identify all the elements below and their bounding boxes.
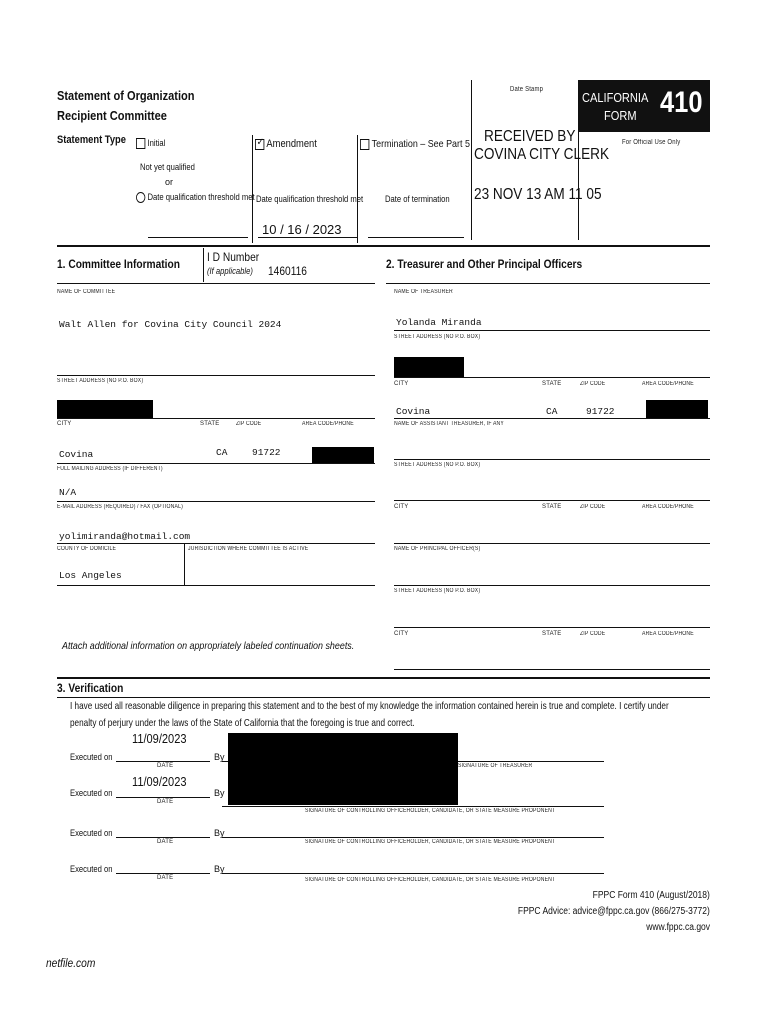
email-value[interactable]: yolimiranda@hotmail.com bbox=[59, 531, 191, 542]
by-label-1: By bbox=[214, 752, 225, 762]
official-use-label: For Official Use Only bbox=[622, 139, 681, 146]
redacted-phone bbox=[312, 447, 374, 463]
section-rule bbox=[57, 283, 375, 284]
form-number: 410 bbox=[660, 86, 703, 119]
committee-phone-label: AREA CODE/PHONE bbox=[302, 421, 354, 427]
mailing-address-value[interactable]: N/A bbox=[59, 487, 77, 498]
divider bbox=[252, 135, 253, 243]
by-label-2: By bbox=[214, 788, 225, 798]
principal-zip-label: ZIP CODE bbox=[580, 631, 606, 637]
date-label-4: DATE bbox=[157, 875, 174, 881]
assistant-city-label: CITY bbox=[394, 504, 409, 510]
field-line bbox=[57, 585, 375, 586]
field-line bbox=[394, 627, 710, 628]
field-line bbox=[394, 459, 710, 460]
field-line bbox=[394, 543, 710, 544]
signature-line bbox=[222, 837, 604, 838]
executed-on-label-2: Executed on bbox=[70, 788, 113, 798]
amendment-checkbox[interactable]: ✓ bbox=[256, 136, 264, 148]
field-line bbox=[394, 377, 710, 378]
section-rule bbox=[57, 697, 710, 698]
section-rule bbox=[386, 283, 710, 284]
divider bbox=[357, 135, 358, 243]
field-line bbox=[57, 501, 375, 502]
executed-on-label-3: Executed on bbox=[70, 828, 113, 838]
amend-date-qualification-label: Date qualification threshold met bbox=[256, 194, 364, 204]
committee-street-label: STREET ADDRESS (NO P.O. BOX) bbox=[57, 378, 144, 384]
principal-state-label: STATE bbox=[542, 631, 562, 637]
redacted-phone bbox=[646, 400, 708, 418]
sig-controlling-label-2: SIGNATURE OF CONTROLLING OFFICEHOLDER, CANDIDATE, OR STATE MEASURE PROPONENT bbox=[305, 839, 556, 845]
by-label-3: By bbox=[214, 828, 225, 838]
field-line bbox=[57, 463, 375, 464]
county-value[interactable]: Los Angeles bbox=[59, 570, 122, 581]
termination-date-line bbox=[368, 237, 464, 238]
principal-street-label: STREET ADDRESS (NO P.O. BOX) bbox=[394, 588, 481, 594]
stamp-date: 23 NOV 13 AM 11 05 bbox=[474, 186, 602, 203]
date-line bbox=[116, 761, 210, 762]
section3-heading: 3. Verification bbox=[57, 681, 124, 695]
termination-option[interactable] bbox=[360, 138, 470, 150]
fppc-advice[interactable]: FPPC Advice: advice@fppc.ca.gov (866/275-3772) bbox=[518, 906, 710, 917]
field-line bbox=[57, 543, 375, 544]
principal-city-label: CITY bbox=[394, 631, 409, 637]
treasurer-name-label: NAME OF TREASURER bbox=[394, 289, 453, 295]
executed-on-label-1: Executed on bbox=[70, 752, 113, 762]
section-rule bbox=[57, 245, 710, 247]
verification-text-1: I have used all reasonable diligence in preparing this statement and to the best of my knowledge the information contained herein is true and complete. I certify under bbox=[70, 700, 669, 712]
treasurer-name-value[interactable]: Yolanda Miranda bbox=[396, 317, 482, 328]
committee-name-label: NAME OF COMMITTEE bbox=[57, 289, 116, 295]
county-label: COUNTY OF DOMICILE bbox=[57, 546, 117, 552]
termination-checkbox[interactable] bbox=[360, 139, 369, 150]
stamp-received: RECEIVED BY bbox=[484, 128, 576, 145]
sig-controlling-label-1: SIGNATURE OF CONTROLLING OFFICEHOLDER, CANDIDATE, OR STATE MEASURE PROPONENT bbox=[305, 808, 556, 814]
committee-state-value[interactable]: CA bbox=[216, 447, 228, 458]
netfile-footer: netfile.com bbox=[46, 956, 96, 970]
amend-date-value[interactable]: 10 / 16 / 2023 bbox=[262, 222, 342, 237]
principal-phone-label: AREA CODE/PHONE bbox=[642, 631, 694, 637]
date-line bbox=[116, 873, 210, 874]
form-subtitle: Recipient Committee bbox=[57, 108, 167, 123]
committee-state-label: STATE bbox=[200, 421, 220, 427]
date-qualification-option[interactable] bbox=[136, 192, 255, 203]
amendment-option[interactable] bbox=[255, 138, 317, 150]
initial-label: Initial bbox=[147, 138, 166, 148]
committee-city-value[interactable]: Covina bbox=[59, 449, 94, 460]
id-number-label: I D Number bbox=[207, 250, 260, 264]
field-line bbox=[394, 585, 710, 586]
mailing-address-label: FULL MAILING ADDRESS (IF DIFFERENT) bbox=[57, 466, 163, 472]
treasurer-state-value[interactable]: CA bbox=[546, 406, 558, 417]
date-label-2: DATE bbox=[157, 799, 174, 805]
treasurer-state-label: STATE bbox=[542, 381, 562, 387]
section1-heading: 1. Committee Information bbox=[57, 257, 180, 271]
signature-line bbox=[222, 873, 604, 874]
field-line bbox=[57, 375, 375, 376]
termination-date-label: Date of termination bbox=[385, 194, 450, 204]
assistant-street-label: STREET ADDRESS (NO P.O. BOX) bbox=[394, 462, 481, 468]
email-label: E-MAIL ADDRESS (REQUIRED) / FAX (OPTIONAL) bbox=[57, 504, 183, 510]
sig-controlling-label-3: SIGNATURE OF CONTROLLING OFFICEHOLDER, CANDIDATE, OR STATE MEASURE PROPONENT bbox=[305, 877, 556, 883]
form-label: FORM bbox=[604, 108, 637, 123]
date-label-3: DATE bbox=[157, 839, 174, 845]
field-line bbox=[394, 418, 710, 419]
not-yet-qualified-label: Not yet qualified bbox=[140, 162, 195, 172]
jurisdiction-label: JURISDICTION WHERE COMMITTEE IS ACTIVE bbox=[188, 546, 309, 552]
stamp-clerk: COVINA CITY CLERK bbox=[474, 146, 610, 163]
divider bbox=[184, 543, 185, 585]
id-number-value[interactable]: 1460116 bbox=[268, 264, 307, 278]
principal-officer-label: NAME OF PRINCIPAL OFFICER(S) bbox=[394, 546, 481, 552]
treasurer-zip-label: ZIP CODE bbox=[580, 381, 606, 387]
redacted-signature bbox=[228, 733, 458, 805]
initial-checkbox[interactable] bbox=[136, 138, 145, 149]
sig-treasurer-label: SIGNATURE OF TREASURER bbox=[458, 763, 533, 769]
statement-type-label: Statement Type bbox=[57, 134, 126, 146]
amendment-label: Amendment bbox=[266, 138, 317, 150]
field-line bbox=[394, 500, 710, 501]
field-line bbox=[394, 330, 710, 331]
field-line bbox=[57, 418, 375, 419]
section-rule bbox=[57, 677, 710, 679]
by-label-4: By bbox=[214, 864, 225, 874]
form-reference: FPPC Form 410 (August/2018) bbox=[592, 890, 710, 901]
form-title: Statement of Organization bbox=[57, 88, 195, 103]
date-label-1: DATE bbox=[157, 763, 174, 769]
divider bbox=[203, 248, 204, 282]
treasurer-phone-label: AREA CODE/PHONE bbox=[642, 381, 694, 387]
committee-name-value[interactable]: Walt Allen for Covina City Council 2024 bbox=[59, 319, 282, 330]
redacted-street bbox=[57, 400, 153, 418]
assistant-phone-label: AREA CODE/PHONE bbox=[642, 504, 694, 510]
form-id-box bbox=[578, 80, 710, 132]
signature-line bbox=[222, 806, 604, 807]
redacted-street bbox=[394, 357, 464, 377]
executed-on-label-4: Executed on bbox=[70, 864, 113, 874]
treasurer-street-label: STREET ADDRESS (NO P.O. BOX) bbox=[394, 334, 481, 340]
treasurer-city-value[interactable]: Covina bbox=[396, 406, 431, 417]
verification-text-2: penalty of perjury under the laws of the State of California that the foregoing is true and correct. bbox=[70, 717, 415, 729]
field-line bbox=[394, 669, 710, 670]
date-line bbox=[116, 797, 210, 798]
assistant-state-label: STATE bbox=[542, 504, 562, 510]
california-label: CALIFORNIA bbox=[582, 90, 649, 105]
attach-note: Attach additional information on appropriately labeled continuation sheets. bbox=[62, 640, 355, 652]
date-qualification-radio[interactable] bbox=[136, 192, 145, 203]
date-stamp-label: Date Stamp bbox=[510, 86, 544, 93]
date-line bbox=[116, 837, 210, 838]
assistant-zip-label: ZIP CODE bbox=[580, 504, 606, 510]
or-label: or bbox=[165, 177, 174, 187]
date-qualification-label: Date qualification threshold met bbox=[147, 192, 255, 202]
assistant-treasurer-label: NAME OF ASSISTANT TREASURER, IF ANY bbox=[394, 421, 504, 427]
fppc-website[interactable]: www.fppc.ca.gov bbox=[646, 922, 710, 933]
section2-heading: 2. Treasurer and Other Principal Officers bbox=[386, 257, 583, 271]
executed-date-1[interactable]: 11/09/2023 bbox=[132, 731, 187, 746]
initial-option[interactable] bbox=[136, 138, 165, 149]
id-number-note: (If applicable) bbox=[207, 266, 253, 276]
initial-date-line bbox=[148, 237, 248, 238]
committee-zip-label: ZIP CODE bbox=[236, 421, 262, 427]
committee-city-label: CITY bbox=[57, 421, 72, 427]
treasurer-zip-value[interactable]: 91722 bbox=[586, 406, 615, 417]
committee-zip-value[interactable]: 91722 bbox=[252, 447, 281, 458]
amend-date-line bbox=[258, 237, 358, 238]
termination-label: Termination – See Part 5 bbox=[371, 138, 470, 150]
executed-date-2[interactable]: 11/09/2023 bbox=[132, 774, 187, 789]
treasurer-city-label: CITY bbox=[394, 381, 409, 387]
